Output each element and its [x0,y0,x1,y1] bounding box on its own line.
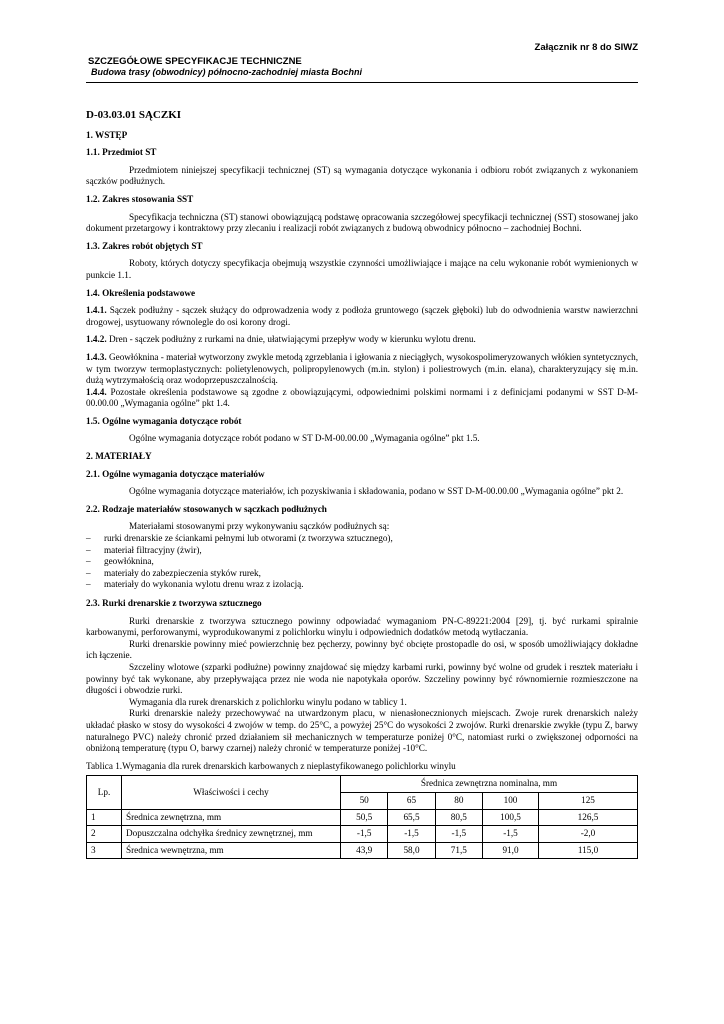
row-value: -2,0 [539,826,638,843]
document-title: D-03.03.01 SĄCZKI [86,109,182,121]
row-value: -1,5 [482,826,538,843]
section-1-5-text: Ogólne wymagania dotyczące robót podano w ST D-M-00.00.00 „Wymagania ogólne” pkt 1.5. [129,433,480,444]
materials-list [86,533,638,591]
section-2-heading: 2. MATERIAŁY [86,451,152,462]
row-value: -1,5 [341,826,388,843]
row-value: -1,5 [435,826,482,843]
row-value: 71,5 [435,842,482,859]
row-number: 1 [87,809,122,826]
section-2-3-text-a: Rurki drenarskie z tworzywa sztucznego powinny odpowiadać wymaganiom PN-C-89221:2004 [29], tj. być rurkami spiralnie karbowanymi, perforowanymi, wyprodukowanymi z polichlorku winylu i odpowiednich dodatków metodą wytłaczania. [86,615,638,638]
row-value: 65,5 [388,809,435,826]
section-2-3-text-e: Rurki drenarskie należy przechowywać na utwardzonym placu, w nienasłonecznionych miejscach. Zwoje rurek drenarskich należy układać płasko w stosy do wysokości 4 zwojów w temp. do 25°C, a powyżej 25°C do wysokości 2 zwojów. Rurki drenarskie zwykłe (typu Z, barwy naturalnego PVC) należy chronić przed działaniem sił mechanicznych w temperaturze poniżej 0°C, natomiast rurki o zwiększonej odporności na obniżoną temperaturę (typu O, barwy czarnej) należy chronić w temperaturze poniżej -10°C. [86,708,638,754]
column-header-diameter: Średnica zewnętrzna nominalna, mm [341,776,638,793]
row-property: Średnica wewnętrzna, mm [122,842,341,859]
table-row [87,826,638,843]
section-1-1-text: Przedmiotem niniejszej specyfikacji technicznej (ST) są wymagania dotyczące wykonania i odbioru robót związanych z wykonaniem sączków podłużnych. [86,164,638,187]
column-header-lp: Lp. [87,776,122,809]
section-2-1-text: Ogólne wymagania dotyczące materiałów, ich pozyskiwania i składowania, podano w SST D-M-00.00.00 „Wymagania ogólne” pkt 2. [129,486,624,497]
definition-text: Pozostałe określenia podstawowe są zgodne z obowiązującymi, odpowiednimi polskimi normami i z definicjami podanymi w SST D-M-00.00.00 „Wymagania ogólne” pkt 1.4. [86,386,638,409]
section-1-2-text: Specyfikacja techniczna (ST) stanowi obowiązującą podstawę opracowania szczegółowej specyfikacji technicznej (SST) stosowanej jako dokument przetargowy i kontraktowy przy zlecaniu i realizacji robót związanych z budową obwodnicy północno – zachodniej Bochni. [86,211,638,234]
row-number: 2 [87,826,122,843]
section-1-2-heading: 1.2. Zakres stosowania SST [86,193,194,204]
section-2-1-heading: 2.1. Ogólne wymagania dotyczące materiałów [86,468,265,479]
row-value: 100,5 [482,809,538,826]
section-1-3-heading: 1.3. Zakres robót objętych ST [86,240,203,251]
definition-1-4-1 [86,305,638,328]
definition-1-4-2 [86,334,638,346]
definition-number: 1.4.1. [86,305,107,316]
section-2-2-heading: 2.2. Rodzaje materiałów stosowanych w sączkach podłużnych [86,503,327,514]
header-subtitle: Budowa trasy (obwodnicy) północno-zachodniej miasta Bochni [91,67,363,77]
column-header-size: 80 [435,792,482,809]
column-header-size: 100 [482,792,538,809]
section-1-4-heading: 1.4. Określenia podstawowe [86,287,196,298]
column-header-size: 125 [539,792,638,809]
row-value: -1,5 [388,826,435,843]
list-item: – materiały do zabezpieczenia styków rurek, [86,568,638,580]
list-item: – rurki drenarskie ze ściankami pełnymi lub otworami (z tworzywa sztucznego), [86,533,638,545]
definition-number: 1.4.3. [86,351,107,362]
table-row [87,842,638,859]
definition-number: 1.4.2. [86,334,107,345]
list-item: – materiały do wykonania wylotu drenu wraz z izolacją. [86,579,638,591]
definition-text: Geowłóknina - materiał wytworzony zwykle metodą zgrzeblania i igłowania z nieciągłych, wysokospolimeryzowanych włókien syntetycznych, w tym tworzyw termoplastycznych: polietylenowych, polipropylenowych (m.in. stylon) i poliestrowych (m.in. elana), charakteryzujący się m.in. dużą wytrzymałością oraz wodoprzepuszczalnością. [86,351,638,386]
annex-label: Załącznik nr 8 do SIWZ [534,42,638,53]
definition-1-4-4 [86,387,638,410]
definition-text: Sączek podłużny - sączek służący do odprowadzenia wody z podłoża gruntowego (sączek głęboki) lub do odwodnienia warstw nawierzchni drogowej, usytuowany równolegle do osi korony drogi. [86,305,638,327]
row-value: 50,5 [341,809,388,826]
section-1-heading: 1. WSTĘP [86,129,128,140]
table-row [87,809,638,826]
section-1-5-heading: 1.5. Ogólne wymagania dotyczące robót [86,415,242,426]
definition-text: Dren - sączek podłużny z rurkami na dnie, ułatwiającymi przepływ wody w kierunku wylotu drenu. [106,334,476,345]
row-value: 91,0 [482,842,538,859]
section-1-3-text: Roboty, których dotyczy specyfikacja obejmują wszystkie czynności umożliwiające i mające na celu wykonanie robót wymienionych w punkcie 1.1. [86,258,638,280]
row-value: 58,0 [388,842,435,859]
section-1-1-heading: 1.1. Przedmiot ST [86,147,157,158]
header-title: SZCZEGÓŁOWE SPECYFIKACJE TECHNICZNE [88,56,302,67]
row-property: Średnica zewnętrzna, mm [122,809,341,826]
column-header-size: 50 [341,792,388,809]
section-2-3-heading: 2.3. Rurki drenarskie z tworzywa sztucznego [86,598,262,608]
header-divider [86,82,638,83]
table-header-row [87,776,638,793]
definition-1-4-3 [86,352,638,387]
row-value: 126,5 [539,809,638,826]
list-item: – geowłóknina, [86,556,638,568]
table-caption: Tablica 1.Wymagania dla rurek drenarskich karbowanych z nieplastyfikowanego polichlorku winylu [86,760,456,771]
row-value: 80,5 [435,809,482,826]
definition-number: 1.4.4. [86,386,107,397]
column-header-size: 65 [388,792,435,809]
section-2-3-text-d: Wymagania dla rurek drenarskich z polichlorku winylu podano w tablicy 1. [129,696,407,707]
column-header-property: Właściwości i cechy [122,776,341,809]
row-property: Dopuszczalna odchyłka średnicy zewnętrznej, mm [122,826,341,843]
section-2-2-text: Materiałami stosowanymi przy wykonywaniu sączków podłużnych są: [129,521,390,532]
requirements-table [86,775,638,859]
row-value: 115,0 [539,842,638,859]
row-number: 3 [87,842,122,859]
section-2-3-text-b: Rurki drenarskie powinny mieć powierzchnię bez pęcherzy, powinny być obcięte prostopadle do osi, w sposób umożliwiający dokładne ich łączenie. [86,638,638,661]
document-body [86,110,638,859]
section-2-3-text-c: Szczeliny wlotowe (szparki podłużne) powinny znajdować się między karbami rurki, powinny być wolne od grudek i resztek materiału i powinny być tak wykonane, aby przepływająca przez nie woda nie napotykała oporów. Szczeliny powinny być równomiernie rozmieszczone na długości i obwodzie rurki. [86,661,638,696]
row-value: 43,9 [341,842,388,859]
list-item: – materiał filtracyjny (żwir), [86,545,638,557]
